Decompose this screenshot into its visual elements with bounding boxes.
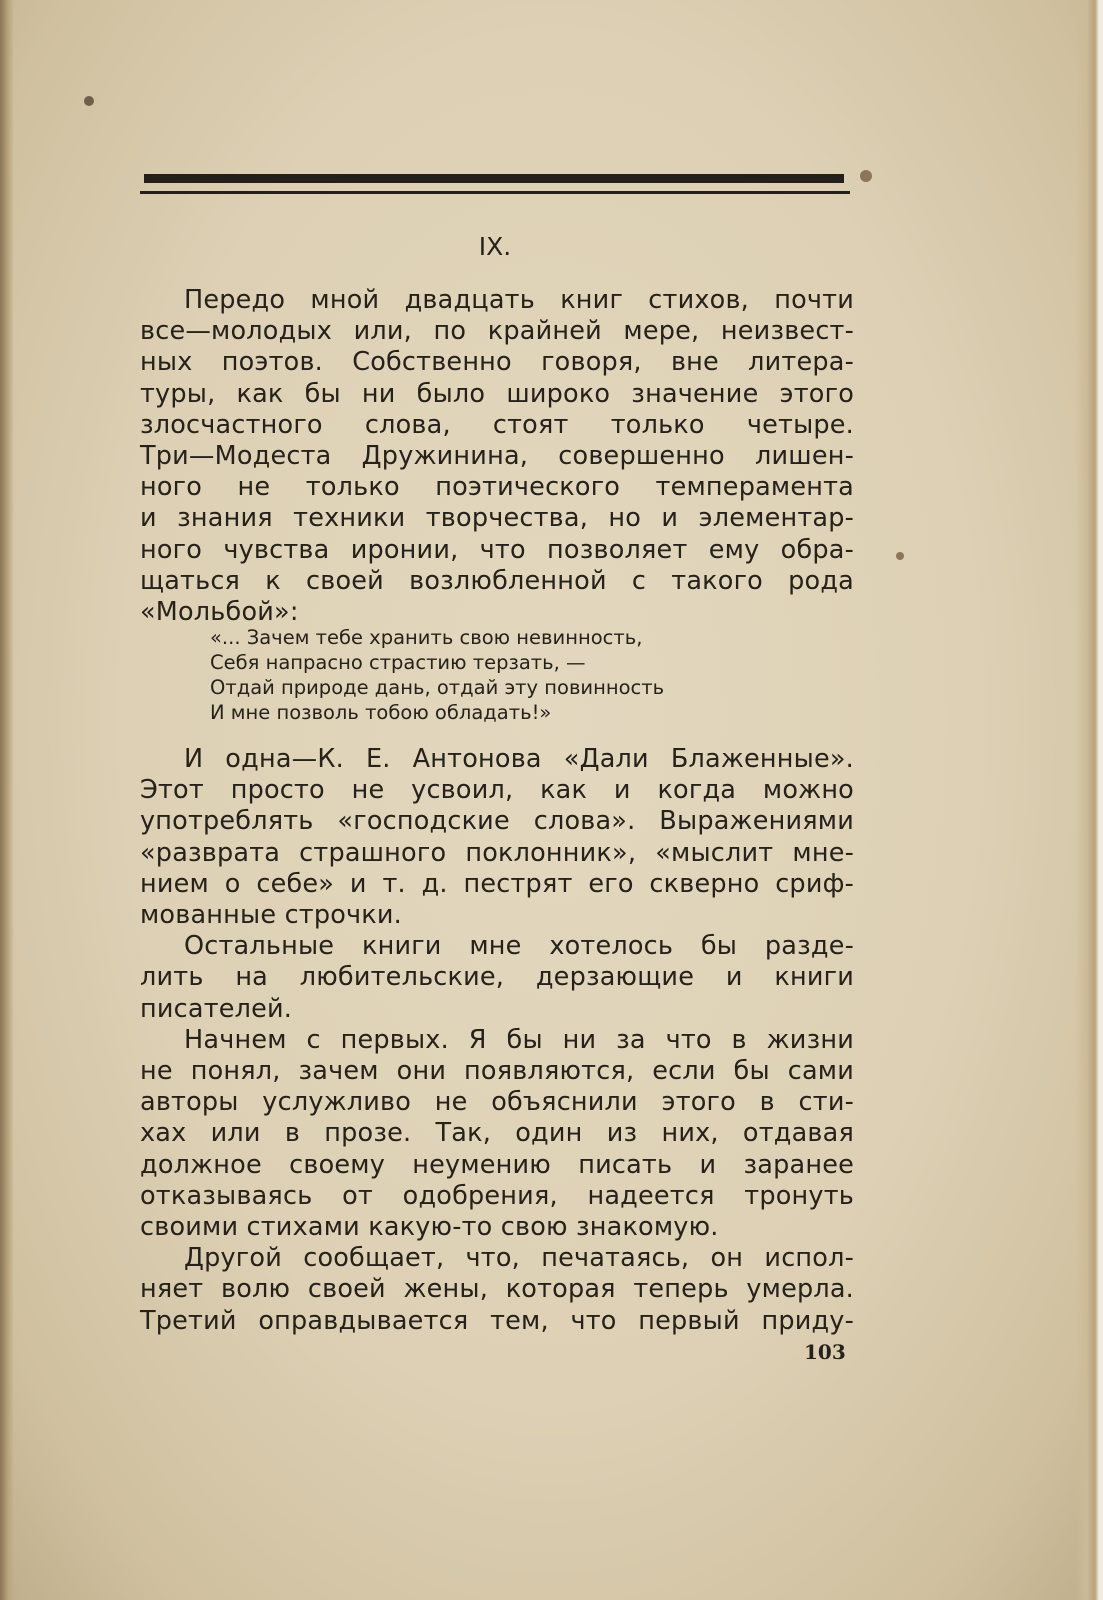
text-line: Третий оправдывается тем, что первый приду- xyxy=(140,1305,854,1336)
text-line: «Мольбой»: xyxy=(140,597,299,628)
text-line: отказываясь от одобрения, надеется тронуть xyxy=(140,1180,854,1211)
prose-block-2 xyxy=(140,744,854,1337)
paragraph-2 xyxy=(140,744,854,931)
prose-block-1 xyxy=(140,285,854,628)
text-line: Другой сообщает, что, печатаясь, он испол- xyxy=(184,1243,854,1274)
text-line: должное своему неумению писать и заранее xyxy=(140,1149,854,1180)
text-line: Начнем с первых. Я бы ни за что в жизни xyxy=(184,1024,854,1055)
paper-spot xyxy=(860,170,872,182)
poem-quote xyxy=(210,625,810,725)
text-line: Этот просто не усвоил, как и когда можно xyxy=(140,775,854,806)
paper-spot xyxy=(896,552,904,560)
page-right-edge xyxy=(1075,0,1103,1600)
text-line: Передо мной двадцать книг стихов, почти xyxy=(184,285,854,315)
poem-line: Себя напрасно страстию терзать, — xyxy=(210,651,586,674)
text-line: ного чувства иронии, что позволяет ему обра- xyxy=(140,534,854,565)
header-rule-thin xyxy=(140,191,850,194)
text-line: писателей. xyxy=(140,993,293,1024)
poem-line: Отдай природе дань, отдай эту повинность xyxy=(210,676,665,699)
text-line: «разврата страшного поклонник», «мыслит мне- xyxy=(140,837,854,868)
text-line: злосчастного слова, стоят только четыре. xyxy=(140,409,854,440)
text-line: нием о себе» и т. д. пестрят его скверно сриф- xyxy=(140,868,854,899)
paragraph-3 xyxy=(140,931,854,1025)
text-line: няет волю своей жены, которая теперь умерла. xyxy=(140,1274,854,1305)
page-number: 103 xyxy=(804,1340,846,1364)
paragraph-4 xyxy=(140,1025,854,1243)
text-line: Остальные книги мне хотелось бы разде- xyxy=(184,931,854,962)
paragraph-5 xyxy=(140,1243,854,1337)
text-line: мованные строчки. xyxy=(140,900,402,931)
text-line: ных поэтов. Собственно говоря, вне литера- xyxy=(140,347,854,378)
poem-line: И мне позволь тобою обладать!» xyxy=(210,701,552,724)
text-line: авторы услужливо не объяснили этого в сти- xyxy=(140,1087,854,1118)
text-line: туры, как бы ни было широко значение этого xyxy=(140,378,854,409)
text-line: щаться к своей возлюбленной с такого рода xyxy=(140,565,854,596)
text-line: своими стихами какую-то свою знакомую. xyxy=(140,1212,719,1243)
paragraph-1 xyxy=(140,285,854,628)
header-rule-thick xyxy=(144,174,844,183)
text-line: И одна—К. Е. Антонова «Дали Блаженные». xyxy=(184,744,854,774)
poem-line: «... Зачем тебе хранить свою невинность, xyxy=(210,626,643,649)
text-line: все—молодых или, по крайней мере, неизвест- xyxy=(140,316,854,347)
text-line: употреблять «господские слова». Выражениями xyxy=(140,806,854,837)
text-line: ного не только поэтического темперамента xyxy=(140,472,854,503)
text-line: хах или в прозе. Так, один из них, отдавая xyxy=(140,1118,854,1149)
text-line: лить на любительские, дерзающие и книги xyxy=(140,962,854,993)
text-line: Три—Модеста Дружинина, совершенно лишен- xyxy=(140,441,854,472)
text-line: и знания техники творчества, но и элементар- xyxy=(140,503,854,534)
paper-spot xyxy=(84,96,94,106)
text-line: не понял, зачем они появляются, если бы сами xyxy=(140,1056,854,1087)
chapter-heading: IX. xyxy=(478,232,512,261)
